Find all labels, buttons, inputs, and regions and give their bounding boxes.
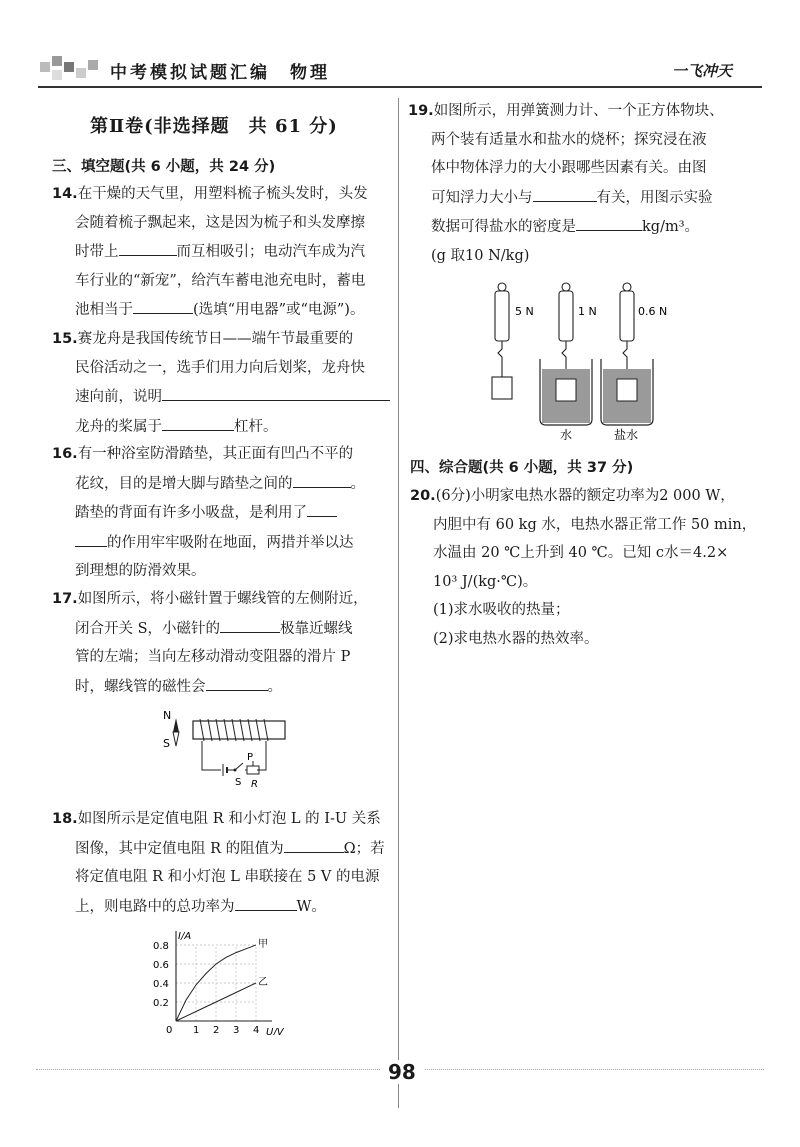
q19-line4b: 有关，用图示实验: [596, 189, 713, 206]
q17-number: 17.: [52, 591, 78, 607]
q19-line3: 体中物体浮力的大小跟哪些因素有关。由图: [431, 160, 707, 176]
q17-line2a: 闭合开关 S，小磁针的: [75, 620, 221, 637]
q16-line3: 踏垫的背面有许多小吸盘，是利用了: [75, 505, 307, 521]
x-tick-4: 4: [253, 1025, 260, 1035]
scale3-reading: 0.6 N: [638, 305, 668, 318]
q18-line4a: 上，则电路中的总功率为: [75, 898, 235, 915]
q19-line6: (g 取10 N/kg): [431, 247, 530, 264]
q15-line3: 速向前，说明: [75, 389, 162, 405]
q17-line3: 管的左端；当向左移动滑动变阻器的滑片 P: [75, 649, 351, 665]
q19-blank2[interactable]: [576, 212, 642, 231]
page-number: 98: [380, 1060, 424, 1084]
q18-line2a: 图像，其中定值电阻 R 的阻值为: [75, 840, 284, 857]
block-in-brine: [617, 379, 637, 401]
switch-pivot: [234, 769, 237, 772]
q19-blank1[interactable]: [533, 183, 597, 202]
q19-line2: 两个装有适量水和盐水的烧杯；探究浸在液: [431, 131, 707, 148]
q16-line4: 的作用牢牢吸附在地面，两措并举以达: [107, 534, 354, 551]
q16-blank2b[interactable]: [75, 528, 107, 547]
iu-graph: [148, 925, 308, 1035]
header-rule: [38, 86, 762, 88]
circuit-wire-left: [202, 741, 221, 770]
q18-line4b: W。: [296, 898, 326, 915]
water-label: 水: [560, 428, 573, 442]
q16-line2a: 花纹，目的是增大脚与踏垫之间的: [75, 475, 293, 492]
header-title: 中考模拟试题汇编 物理: [110, 63, 330, 83]
q14-line1: 在干燥的天气里，用塑料梳子梳头发时，头发: [77, 186, 368, 202]
q15-number: 15.: [52, 331, 78, 347]
q14-line5b: (选填“用电器”或“电源”)。: [193, 302, 365, 318]
slider-p-label: P: [247, 752, 254, 763]
scale3-body: [620, 291, 634, 341]
q16-blank2a[interactable]: [307, 498, 337, 517]
question-14: [52, 180, 397, 325]
scale2-ring: [562, 283, 570, 291]
q20-line6: (2)求电热水器的热效率。: [433, 630, 599, 647]
question-19: [408, 97, 768, 270]
q18-line3: 将定值电阻 R 和小灯泡 L 串联接在 5 V 的电源: [75, 869, 380, 885]
scale1-hook: [498, 341, 502, 377]
q20-line3: 水温由 20 ℃上升到 40 ℃。已知 c水＝4.2×: [433, 545, 729, 561]
buoyancy-experiment-figure: [478, 275, 678, 445]
solenoid-circuit-figure: [155, 705, 295, 795]
q16-blank1[interactable]: [293, 469, 351, 488]
question-17: [52, 585, 397, 701]
q14-number: 14.: [52, 186, 78, 202]
q14-line5a: 池相当于: [75, 302, 133, 318]
part4-title: 四、综合题(共 6 小题，共 37 分): [410, 460, 634, 476]
solenoid-core: [193, 721, 285, 739]
q16-line2b: 。: [350, 475, 365, 492]
q16-line5: 到理想的防滑效果。: [75, 563, 206, 579]
series-label-2: 乙: [258, 977, 268, 988]
q17-line2b: 极靠近螺线: [280, 620, 353, 637]
origin-label: 0: [166, 1025, 173, 1035]
brine-label: 盐水: [614, 428, 639, 442]
scale2-reading: 1 N: [578, 305, 597, 318]
scale1-reading: 5 N: [515, 305, 534, 318]
q17-line4b: 。: [267, 678, 282, 695]
q20-line5: (1)求水吸收的热量；: [433, 602, 570, 618]
y-tick-0.8: 0.8: [153, 941, 169, 952]
compass-needle-north: [173, 718, 179, 732]
q19-line4a: 可知浮力大小与: [431, 189, 533, 206]
column-divider: [398, 98, 399, 1108]
question-20: [410, 482, 770, 653]
q18-line1: 如图所示是定值电阻 R 和小灯泡 L 的 I-U 关系: [77, 811, 381, 827]
series-label-1: 甲: [258, 939, 268, 950]
q14-blank1[interactable]: [119, 237, 177, 256]
q15-blank1[interactable]: [162, 382, 390, 401]
header-brand: 一飞冲天: [672, 62, 733, 80]
q20-line2: 内胆中有 60 kg 水，电热水器正常工作 50 min，: [433, 516, 757, 533]
q19-line5a: 数据可得盐水的密度是: [431, 219, 576, 235]
q17-line4a: 时，螺线管的磁性会: [75, 678, 206, 695]
y-tick-0.2: 0.2: [153, 998, 169, 1009]
scale1-ring: [498, 283, 506, 291]
compass-n-label: N: [163, 709, 172, 722]
y-tick-0.6: 0.6: [153, 960, 169, 971]
switch-s-label: S: [235, 777, 242, 788]
q19-number: 19.: [408, 103, 434, 119]
q15-line2: 民俗活动之一，选手们用力向后划桨，龙舟快: [75, 359, 365, 376]
scale2-body: [559, 291, 573, 341]
question-16: [52, 440, 397, 586]
q14-line3b: 而互相吸引；电动汽车成为汽: [176, 244, 365, 260]
block-in-air: [492, 377, 512, 399]
q20-number: 20.: [410, 488, 436, 504]
question-18: [52, 805, 397, 921]
compass-s-label: S: [163, 737, 170, 750]
q17-blank2[interactable]: [206, 672, 268, 691]
scale3-ring: [623, 283, 631, 291]
y-tick-0.4: 0.4: [153, 979, 169, 990]
q17-line1: 如图所示，将小磁针置于螺线管的左侧附近，: [77, 591, 368, 607]
q15-line1: 赛龙舟是我国传统节日——端午节最重要的: [77, 331, 354, 347]
q16-number: 16.: [52, 446, 78, 462]
q18-line2b: Ω；若: [343, 840, 385, 857]
q18-blank2[interactable]: [235, 892, 297, 911]
x-tick-1: 1: [193, 1025, 200, 1035]
section-title: 第Ⅱ卷(非选择题 共 61 分): [90, 116, 338, 137]
question-15: [52, 325, 397, 441]
scale1-body: [495, 291, 509, 341]
q18-number: 18.: [52, 811, 78, 827]
q19-line5b: kg/m³。: [642, 219, 700, 235]
compass-needle-south: [173, 732, 179, 746]
solenoid-coil: [200, 719, 268, 741]
y-axis-label: I/A: [178, 931, 192, 942]
block-in-water: [556, 379, 576, 401]
q18-blank1[interactable]: [284, 834, 344, 853]
rheostat-r-label: R: [251, 779, 258, 790]
x-tick-3: 3: [233, 1025, 240, 1035]
q19-line1: 如图所示，用弹簧测力计、一个正方体物块、: [433, 103, 724, 119]
q14-line2: 会随着梳子飘起来，这是因为梳子和头发摩擦: [75, 214, 365, 231]
part3-title: 三、填空题(共 6 小题，共 24 分): [52, 159, 276, 175]
q17-blank1[interactable]: [220, 614, 280, 633]
q16-line1: 有一种浴室防滑踏垫，其正面有凹凸不平的: [77, 446, 354, 462]
x-axis-label: U/V: [266, 1027, 284, 1035]
header-logo-graphic: [38, 52, 108, 86]
q15-line4b: 杠杆。: [234, 418, 278, 435]
q20-line4: 10³ J/(kg·℃)。: [433, 573, 538, 590]
q20-line1: (6分)小明家电热水器的额定功率为2 000 W，: [435, 488, 735, 504]
q15-blank2[interactable]: [162, 412, 234, 431]
x-tick-2: 2: [213, 1025, 220, 1035]
q14-line3a: 时带上: [75, 244, 119, 260]
q14-line4: 车行业的“新宠”，给汽车蓄电池充电时，蓄电: [75, 272, 366, 289]
q14-blank2[interactable]: [133, 295, 193, 314]
q15-line4a: 龙舟的桨属于: [75, 418, 162, 435]
